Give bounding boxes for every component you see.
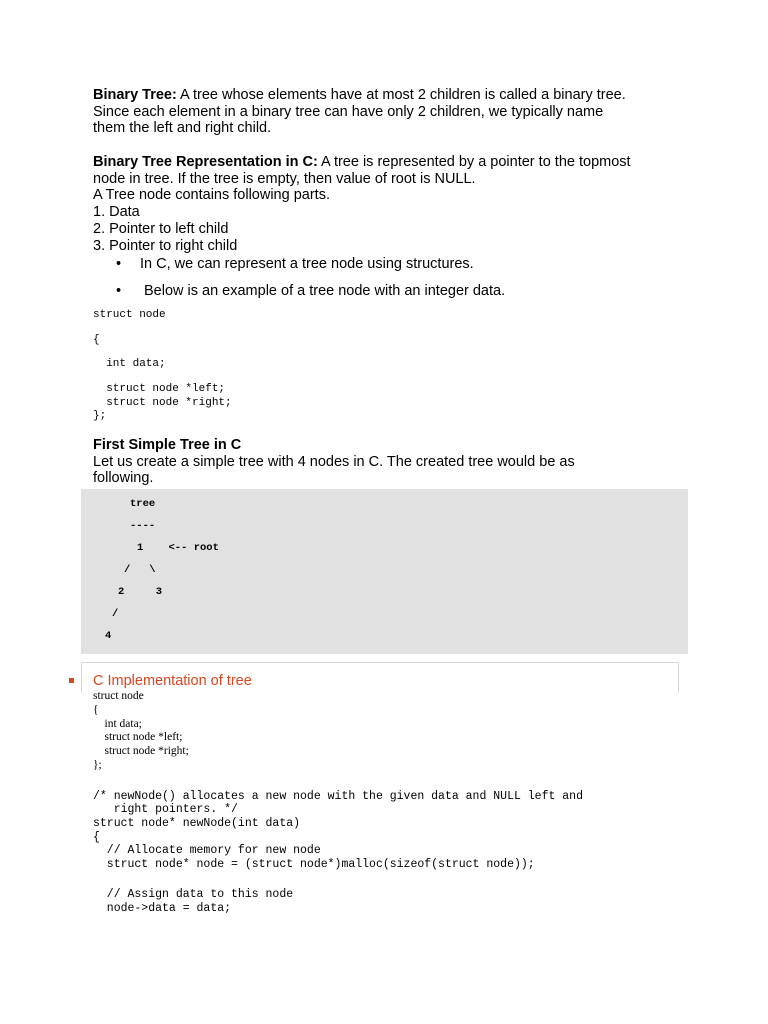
binary-tree-heading: Binary Tree: — [93, 87, 177, 103]
code-line: /* newNode() allocates a new node with the given data and NULL left and — [93, 790, 583, 803]
bullet-icon: • — [116, 256, 122, 272]
code-line: int data; — [93, 358, 166, 370]
representation-paragraph — [93, 154, 683, 254]
first-tree-text-1: Let us create a simple tree with 4 nodes in C. The created tree would be as — [93, 453, 575, 470]
list-item-left-child: 2. Pointer to left child — [93, 220, 229, 237]
bullet-text: In C, we can represent a tree node using structures. — [140, 256, 474, 272]
binary-tree-text-1: A tree whose elements have at most 2 children is called a binary tree. — [176, 87, 626, 103]
representation-text-2: node in tree. If the tree is empty, then value of root is NULL. — [93, 170, 476, 187]
tree-diagram-box — [81, 489, 688, 654]
implementation-title: C Implementation of tree — [93, 673, 252, 689]
tree-line: tree — [130, 498, 156, 510]
code-line: struct node* newNode(int data) — [93, 817, 301, 830]
code-line: struct node — [93, 690, 144, 702]
first-tree-heading: First Simple Tree in C — [93, 437, 242, 453]
representation-text-3: A Tree node contains following parts. — [93, 187, 330, 204]
square-bullet-icon — [69, 678, 74, 683]
first-tree-text-2: following. — [93, 470, 154, 487]
code-line: { — [93, 831, 100, 844]
code-line: }; — [93, 759, 102, 771]
code-line: }; — [93, 410, 107, 422]
list-item-data: 1. Data — [93, 204, 140, 221]
list-item-right-child: 3. Pointer to right child — [93, 237, 238, 254]
representation-heading: Binary Tree Representation in C: — [93, 154, 318, 170]
binary-tree-paragraph — [93, 87, 683, 137]
code-line: struct node *right; — [93, 745, 189, 757]
code-line: { — [93, 704, 99, 716]
code-line: struct node *left; — [93, 383, 226, 395]
code-line: struct node *right; — [93, 397, 232, 409]
code-line: struct node* node = (struct node*)malloc(sizeof(struct node)); — [93, 858, 535, 871]
binary-tree-text-2: Since each element in a binary tree can have only 2 children, we typically name — [93, 103, 604, 120]
first-tree-paragraph — [93, 437, 683, 487]
bullet-text: Below is an example of a tree node with an integer data. — [144, 283, 506, 299]
tree-line: 1 <-- root — [137, 542, 219, 554]
code-line: { — [93, 334, 100, 346]
tree-line: ---- — [130, 520, 156, 532]
code-line: struct node *left; — [93, 731, 183, 743]
tree-line: / — [112, 608, 119, 620]
code-line: struct node — [93, 309, 166, 321]
code-line: // Allocate memory for new node — [93, 844, 321, 857]
code-line: int data; — [93, 718, 142, 730]
code-line: right pointers. */ — [93, 803, 238, 816]
bullet-icon: • — [116, 283, 122, 299]
binary-tree-text-3: them the left and right child. — [93, 120, 272, 137]
tree-line: / \ — [124, 564, 156, 576]
code-line: // Assign data to this node — [93, 888, 294, 901]
representation-text-1: A tree is represented by a pointer to the topmost — [317, 154, 631, 170]
tree-line: 4 — [105, 630, 112, 642]
code-line: node->data = data; — [93, 902, 232, 915]
tree-line: 2 3 — [118, 586, 163, 598]
